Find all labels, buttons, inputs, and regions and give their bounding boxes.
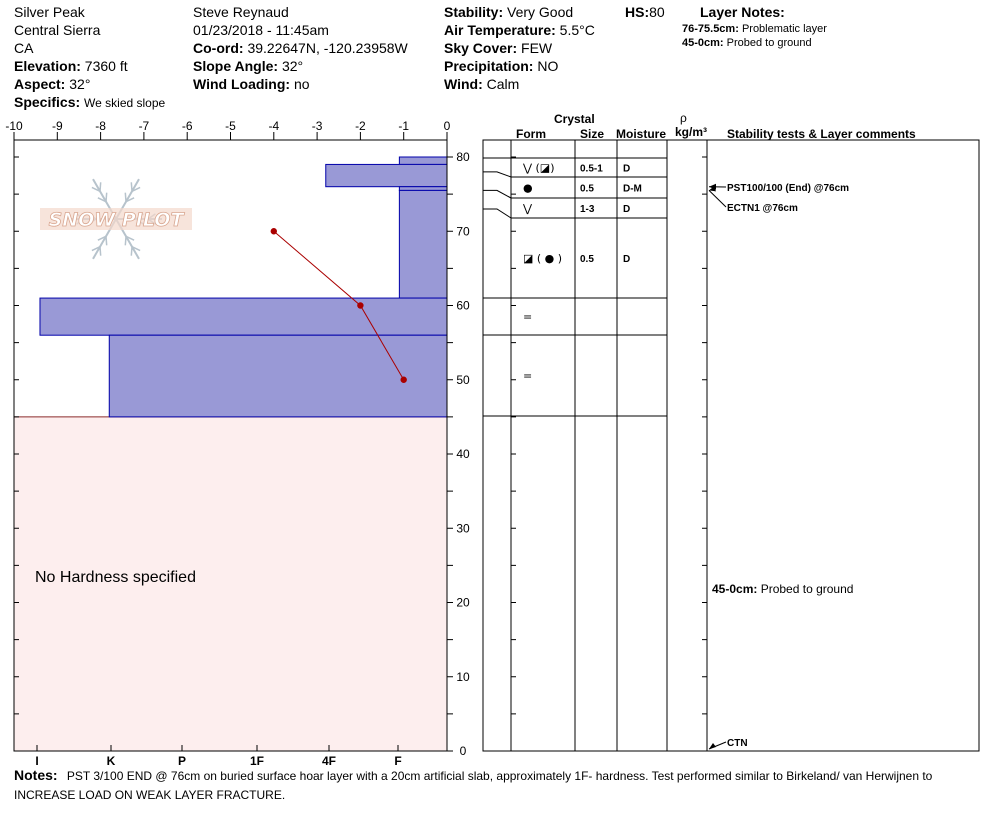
layer-note-1-range: 76-75.5cm: (682, 23, 739, 35)
hardness-tick-label: I (35, 754, 39, 768)
table-connector (483, 190, 511, 198)
comment-text-2: ECTN1 @76cm (727, 203, 798, 214)
sky-label: Sky Cover: (444, 40, 518, 56)
depth-tick-label: 40 (456, 447, 470, 461)
temperature-point (271, 228, 277, 234)
sky-value: FEW (521, 40, 553, 56)
row-moisture-1: D (623, 163, 631, 175)
depth-tick-label: 70 (456, 224, 470, 239)
stability-value: Very Good (507, 4, 574, 20)
temp-tick-label: -7 (138, 119, 150, 133)
row-form-5: = (523, 310, 533, 324)
notes-label: Notes: (14, 767, 58, 783)
temp-tick-label: 0 (443, 119, 451, 133)
layer-note-1-text: Problematic layer (741, 23, 827, 35)
datetime: 01/23/2018 - 11:45am (193, 22, 329, 38)
snowpilot-logo (40, 179, 192, 259)
hardness-layers-group (40, 157, 447, 417)
probe-comment-text: Probed to ground (760, 582, 854, 596)
hardness-layer-2 (326, 164, 447, 186)
aspect-value: 32° (69, 76, 91, 92)
elevation-label: Elevation: (14, 58, 81, 74)
moisture-header: Moisture (616, 127, 667, 141)
layer-note-2-text: Probed to ground (726, 37, 812, 49)
logo-flake-branch (131, 182, 132, 191)
row-size-2: 0.5 (580, 183, 594, 195)
range: Central Sierra (14, 22, 101, 38)
depth-tick-label: 80 (456, 150, 470, 164)
stability-label: Stability: (444, 4, 504, 20)
table-connector (483, 209, 511, 218)
logo-flake-branch (106, 193, 107, 202)
probe-comment-range: 45-0cm: (712, 582, 758, 596)
temp-tick-label: -5 (225, 119, 236, 133)
comment-text-1: PST100/100 (End) @76cm (727, 183, 850, 194)
temp-tick-label: -6 (181, 119, 193, 133)
crystal-header: Crystal (554, 112, 595, 126)
depth-tick-label: 0 (459, 744, 467, 758)
specifics-value: We skied slope (84, 96, 166, 110)
state: CA (14, 40, 34, 56)
hardness-layer-4 (399, 190, 447, 298)
comment-arrow-2 (709, 190, 726, 207)
elevation-value: 7360 ft (84, 58, 128, 74)
hardness-tick-label: K (106, 754, 116, 768)
notes (14, 766, 974, 805)
specifics-label: Specifics: (14, 94, 81, 110)
air-temp-label: Air Temperature: (444, 22, 556, 38)
comment-arrowhead-3 (709, 743, 716, 749)
air-temp-value: 5.5°C (559, 22, 595, 38)
table-connector (483, 172, 511, 177)
coord-value: 39.22647N, -120.23958W (247, 40, 408, 56)
layer-notes-title: Layer Notes: (700, 4, 785, 20)
hs-label: HS: (625, 4, 650, 20)
row-form-2: ● (523, 181, 533, 195)
location: Silver Peak (14, 4, 85, 20)
logo-flake-branch (106, 236, 107, 245)
hardness-tick-label: 1F (249, 754, 265, 768)
precip-label: Precipitation: (444, 58, 534, 74)
observer: Steve Reynaud (193, 4, 289, 20)
hardness-tick-label: F (394, 754, 402, 768)
logo-flake-branch (131, 247, 132, 256)
hardness-layer-5 (40, 298, 447, 335)
row-form-6: = (523, 369, 533, 383)
depth-tick-label: 20 (456, 595, 470, 610)
wind-loading-value: no (293, 76, 310, 92)
depth-tick-label: 10 (456, 669, 470, 684)
probe-comment (712, 580, 853, 598)
form-header: Form (516, 127, 546, 141)
row-size-3: 1-3 (580, 204, 595, 215)
row-form-3: ⋁ (523, 202, 533, 215)
comment-text-3: CTN (727, 738, 748, 749)
aspect-label: Aspect: (14, 76, 66, 92)
logo-flake-branch (100, 182, 101, 191)
coord-label: Co-ord: (193, 40, 244, 56)
logo-flake-branch (100, 247, 101, 256)
hardness-layer-3 (399, 187, 447, 191)
temperature-point (401, 377, 407, 383)
logo-flake-branch (125, 236, 126, 245)
hardness-layer-6 (109, 335, 447, 417)
wind-value: Calm (486, 76, 520, 92)
layer-note-2-range: 45-0cm: (682, 37, 724, 49)
depth-tick-label: 30 (456, 521, 470, 536)
wind-label: Wind: (444, 76, 483, 92)
hs-value: 80 (649, 4, 665, 20)
row-size-1: 0.5-1 (580, 163, 603, 175)
layer-table-group (483, 140, 979, 751)
no-hardness-label: No Hardness specified (35, 569, 196, 586)
notes-text: PST 3/100 END @ 76cm on buried surface hoar layer with a 20cm artificial slab, approximately 1F- hardness. Test performed similar to Birkeland/ van Herwijnen to INCREASE LOAD ON WEAK LAYER FRACTURE. (14, 769, 933, 802)
row-form-1: ⋁ (◪) (523, 161, 555, 175)
row-moisture-3: D (623, 204, 631, 215)
table-frame (483, 140, 979, 751)
temperature-point (357, 302, 363, 308)
slope-label: Slope Angle: (193, 58, 279, 74)
slope-value: 32° (281, 58, 304, 74)
row-size-4: 0.5 (580, 254, 594, 265)
density-unit-header: kg/m³ (675, 125, 708, 139)
temp-tick-label: -4 (268, 119, 280, 133)
hardness-tick-label: 4F (321, 754, 337, 768)
comments-header: Stability tests & Layer comments (727, 127, 916, 141)
temp-tick-label: -9 (51, 119, 63, 133)
row-form-4: ◪ ( ● ) (523, 252, 563, 265)
temp-tick-label: -1 (398, 119, 410, 133)
rho-header: ρ (680, 111, 687, 125)
logo-flake-branch (125, 193, 126, 202)
row-moisture-4: D (623, 254, 631, 265)
no-hardness-region-group (14, 417, 447, 751)
hardness-layer-1 (399, 157, 447, 164)
precip-value: NO (537, 58, 559, 74)
temp-tick-label: -3 (311, 119, 323, 133)
hardness-tick-label: P (177, 754, 187, 768)
logo-text: SNOW PILOT (48, 209, 184, 231)
temp-tick-label: -8 (95, 119, 106, 133)
row-moisture-2: D-M (623, 183, 642, 195)
depth-tick-label: 60 (456, 298, 470, 313)
temp-tick-label: -10 (5, 119, 23, 133)
temp-tick-label: -2 (355, 119, 366, 133)
size-header: Size (580, 127, 605, 141)
wind-loading-label: Wind Loading: (193, 76, 291, 92)
depth-tick-label: 50 (456, 372, 470, 387)
